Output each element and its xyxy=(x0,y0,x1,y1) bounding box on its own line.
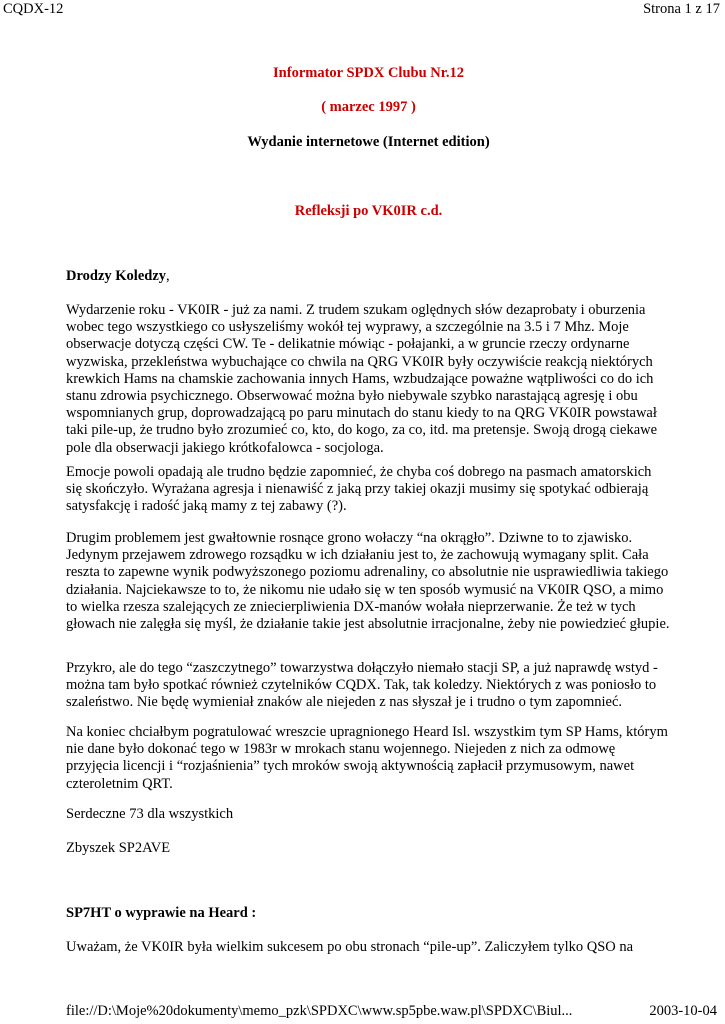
closing: Serdeczne 73 dla wszystkich xyxy=(66,806,234,822)
greeting-bold: Drodzy Koledzy xyxy=(66,268,167,284)
footer-file-path: file://D:\Moje%20dokumenty\memo_pzk\SPDXC\www.sp5pbe.waw.pl\SPDXC\Biul... xyxy=(66,1003,573,1019)
signature: Zbyszek SP2AVE xyxy=(66,840,171,856)
greeting xyxy=(66,268,671,285)
section2-heading: SP7HT o wyprawie na Heard : xyxy=(66,905,257,921)
paragraph: Emocje powoli opadają ale trudno będzie zapomnieć, że chyba coś dobrego na pasmach amatorskich się skończyło. Wyrażana agresja i nienawiść z jaką przy takiej okazji musimy się spotykać odbierają satysfakcję i radość jaką mamy z tej zabawy (?). xyxy=(66,464,652,515)
edition-label: Wydanie internetowe (Internet edition) xyxy=(247,134,490,150)
header-page-number: Strona 1 z 17 xyxy=(643,1,720,17)
header-left: CQDX-12 xyxy=(3,1,64,17)
paragraph: Wydarzenie roku - VK0IR - już za nami. Z trudem szukam oględnych słów dezaprobaty i oburzenia wobec tego wszystkiego co usłyszeliśmy wokół tej wyprawy, a szczególnie na 3.5 i 7 Mhz. Moje obserwacje dotyczą części CW. Te - delikatnie mówiąc - połajanki, a w gruncie rzeczy ordynarne wyzwiska, przekleństwa wybuchające co chwila na QRG VK0IR były oczywiście reakcją niektórych krewkich Hams na chamskie zachowania innych Hams, wzbudzające poważne wątpliwości co do ich stanu zdrowia psychicznego. Obserwować można było niebywale szybko narastającą agresję i obu wspomnianych grup, doprowadzającą po paru minutach do stanu kiedy to na QRG VK0IR powstawał taki pile-up, że trudno było zrozumieć co, kto, do kogo, za co, itd. ma pretensje. Swoją drogą ciekawe pole dla obserwacji jakiego krótkofalowca - socjologa. xyxy=(66,302,658,456)
paragraph: Na koniec chciałbym pogratulować wreszcie upragnionego Heard Isl. wszystkim tym SP Hams, którym nie dane było dokonać tego w 1983r w mrokach stanu wojennego. Niejeden z nich za odmowę przyjęcia licencji i “rozjaśnienia” tych mroków swoją aktywnością zapłacił przymusowym, nawet czteroletnim QRT. xyxy=(66,724,668,792)
section-title: Refleksji po VK0IR c.d. xyxy=(294,203,443,219)
bulletin-date: ( marzec 1997 ) xyxy=(321,99,416,115)
footer-date: 2003-10-04 xyxy=(649,1003,717,1019)
paragraph: Drugim problemem jest gwałtownie rosnące grono wołaczy “na okrągło”. Dziwne to to zjawisko. Jedynym przejawem zdrowego rozsądku w ich działaniu jest to, że zachowują wymagany split. Cała reszta to zapewne wynik podwyższonego poziomu adrenaliny, co absolutnie nie usprawiedliwia takiego działania. Najciekawsze to to, że nikomu nie udało się w ten sposób wymusić na VK0IR QSO, a mimo to wielka rzesza szalejących ze zniecierpliwienia DX-manów wołała nieprzerwanie. Że też w tych głowach nie zalęgła się myśl, że działanie takie jest absolutnie irracjonalne, żeby nie powiedzieć głupie. xyxy=(66,530,670,633)
paragraph: Przykro, ale do tego “zaszczytnego” towarzystwa dołączyło niemało stacji SP, a już naprawdę wstyd - można tam było spotkać również czytelników CQDX. Tak, tak koledzy. Niektórych z was poniosło to szaleństwo. Nie będę wymieniał znaków ale niejeden z nas słyszał je i trudno o tym zapomnieć. xyxy=(66,660,658,711)
bulletin-title: Informator SPDX Clubu Nr.12 xyxy=(273,65,464,81)
greeting-comma: , xyxy=(166,268,170,284)
paragraph: Uważam, że VK0IR była wielkim sukcesem po obu stronach “pile-up”. Zaliczyłem tylko QSO na xyxy=(66,939,634,955)
